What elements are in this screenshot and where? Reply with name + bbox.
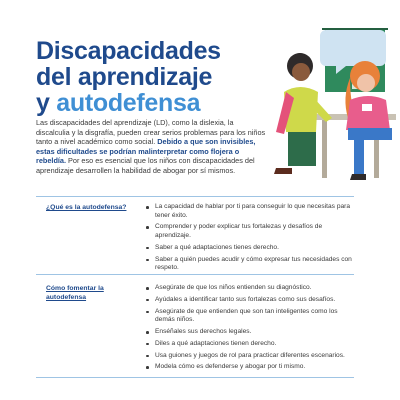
title-line-3-plain: y: [36, 89, 57, 117]
section-heading: Cómo fomentar la autodefensa: [46, 285, 104, 301]
title-line-2: del aprendizaje: [36, 63, 213, 91]
list-item: Enséñales sus derechos legales.: [146, 328, 352, 337]
student-2-face: [357, 74, 375, 92]
title-line-3-accent: autodefensa: [56, 89, 201, 117]
list-item: Modela cómo es defenderse y abogar por ti mismo.: [146, 363, 352, 372]
intro-highlight: Debido a que son invisibles, estas dificultades se podrían malinterpretar como flojera o rebeldía.: [36, 137, 256, 166]
student-2-pants: [348, 128, 392, 140]
intro-text-before: Las discapacidades del aprendizaje (LD), como la dislexia, la discalculia y la disgrafía, pueden crear serios problemas para los niños tanto a nivel académico como social.: [36, 118, 266, 147]
section-divider-middle: [36, 274, 354, 275]
intro-paragraph: [36, 118, 268, 176]
list-item: Diles a qué adaptaciones tienen derecho.: [146, 340, 352, 349]
student-2-shirt: [346, 96, 390, 130]
page-title: [36, 38, 221, 116]
list-item: Comprender y poder explicar tus fortalezas y desafíos de aprendizaje.: [146, 223, 352, 240]
title-line-1: Discapacidades: [36, 37, 221, 65]
students-illustration: [262, 28, 396, 188]
bullet-list: [146, 203, 352, 276]
section-heading: ¿Qué es la autodefensa?: [46, 204, 127, 211]
intro-text-after: Por eso es esencial que los niños con discapacidades del aprendizaje desarrollen la habilidad de abogar por sí mismos.: [36, 156, 255, 175]
list-item: Asegúrate de que entienden que son tan inteligentes como los demás niños.: [146, 308, 352, 325]
list-item: La capacidad de hablar por ti para conseguir lo que necesitas para tener éxito.: [146, 203, 352, 220]
section-divider-bottom: [36, 377, 354, 378]
list-item: Ayúdales a identificar tanto sus fortalezas como sus desafíos.: [146, 296, 352, 305]
list-item: Saber a qué adaptaciones tienes derecho.: [146, 244, 352, 253]
student-1-face: [292, 63, 310, 81]
bullet-list: [146, 284, 352, 375]
section-divider-top: [36, 196, 354, 197]
list-item: Saber a quién puedes acudir y cómo expresar tus necesidades con respeto.: [146, 256, 352, 273]
list-item: Asegúrate de que los niños entienden su diagnóstico.: [146, 284, 352, 293]
student-1-pants: [288, 132, 316, 166]
list-item: Usa guiones y juegos de rol para practicar diferentes escenarios.: [146, 352, 352, 361]
